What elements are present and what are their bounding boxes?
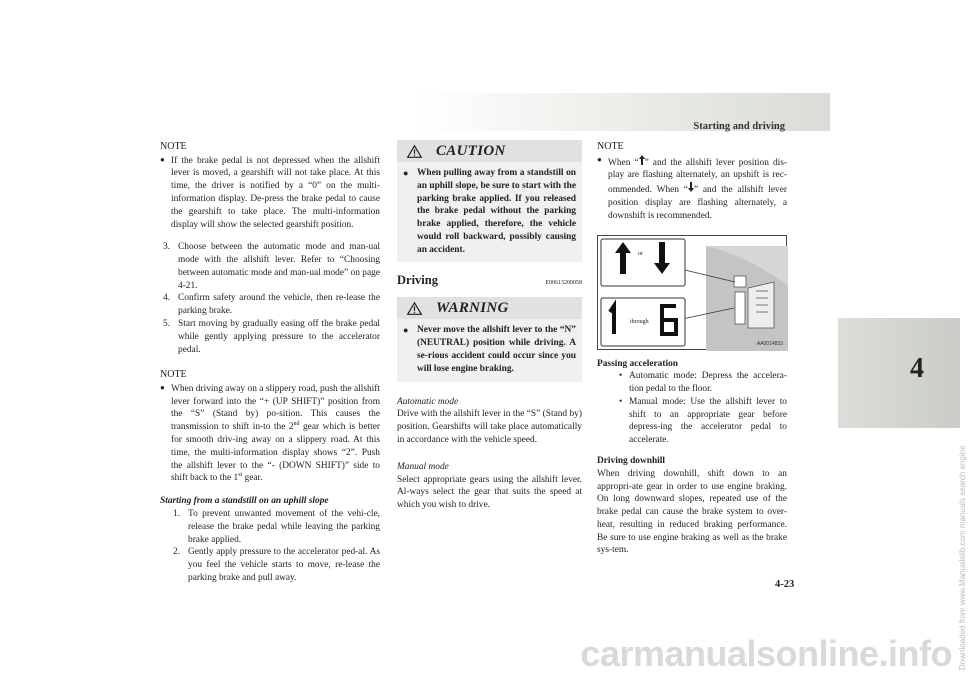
step-number: 3. <box>163 242 171 253</box>
warning-body <box>397 319 582 381</box>
note-text: gear. <box>242 473 263 484</box>
or-label: or <box>638 250 643 257</box>
note-text: When “ <box>608 157 639 168</box>
shift-note <box>597 155 787 223</box>
driving-heading-row <box>397 272 582 289</box>
step-number: 2. <box>173 547 181 558</box>
passing-heading: Passing acceleration <box>597 358 678 369</box>
watermark: carmanualsonline.info <box>580 633 952 675</box>
column-middle <box>397 140 582 512</box>
step-text: Confirm safety around the vehicle, then re-lease the parking brake. <box>178 293 380 317</box>
warning-text: ● Never move the allshift lever to the “N” (NEUTRAL) position while driving. A se-rious accident could occur since you will lose engine braking. <box>403 324 576 375</box>
manual-mode-heading: Manual mode <box>397 461 449 472</box>
note-label-3: NOTE <box>597 141 624 152</box>
superscript: nd <box>293 421 300 428</box>
section-title: Starting and driving <box>693 121 785 132</box>
warning-triangle-icon <box>407 302 422 315</box>
steps-list <box>160 241 380 356</box>
side-watermark: Downloaded from www.Manualslib.com manuals search engine <box>958 445 967 670</box>
caution-text: ● When pulling away from a standstill on an uphill slope, be sure to start with the parking brake applied. If you released the brake pedal without the parking brake applied, therefore, the vehicle would roll backward, possibly causing an accident. <box>403 167 576 256</box>
note-label: NOTE <box>160 141 187 152</box>
automatic-mode-text: Drive with the allshift lever in the “S” (Stand by) position. Gearshifts will take place automatically in accordance with the vehicle speed. <box>397 409 582 445</box>
list-item <box>160 508 380 546</box>
shift-indicator-figure <box>597 235 787 350</box>
uphill-steps <box>160 508 380 585</box>
warning-title: WARNING <box>436 300 509 317</box>
note-label-2: NOTE <box>160 369 187 381</box>
list-item <box>160 292 380 318</box>
superscript: st <box>238 472 243 479</box>
item-text: Manual mode: Use the allshift lever to shift to an appropriate gear before depress-ing the accelerator pedal to accelerate. <box>629 396 787 446</box>
step-number: 1. <box>173 508 181 519</box>
step-text: Choose between the automatic mode and man-ual mode with the allshift lever. Refer to “Choosing between automatic mode and man-ual mode” on page 4-21. <box>178 242 380 291</box>
list-item <box>160 318 380 356</box>
warning-header <box>397 297 582 319</box>
uphill-heading: Starting from a standstill on an uphill slope <box>160 496 329 507</box>
through-label: through <box>630 318 649 325</box>
automatic-mode-heading: Automatic mode <box>397 396 459 407</box>
list-item <box>597 396 787 447</box>
note-text: When driving away on a slippery road, push the allshift lever forward into the “+ (UP SHIFT)” position from the “S” (Stand by) po-sition. This causes the transmission to shift in-to the 2 <box>171 383 380 433</box>
bullet-dot: • <box>619 371 623 382</box>
manual-mode-text: Select appropriate gears using the allshift lever. Al-ways select the gear that suits the speed at which you wish to drive. <box>397 474 582 511</box>
step-text: To prevent unwanted movement of the vehi-cle, release the brake pedal while leaving the parking brake applied. <box>188 508 380 545</box>
note-text: gear which is better for smooth driv-ing away on a slippery road. At this time, the multi-information display shows “2”. Push the allshift lever to the “- (DOWN SHIFT)” side to shift back to the 1 <box>171 422 380 484</box>
list-item <box>160 241 380 292</box>
warning-box <box>397 297 582 381</box>
note-text: ” and the allshift lever position dis-play are flashing alternately, an upshift is rec-ommended. When “ <box>608 157 788 196</box>
bullet-dot: • <box>619 396 623 407</box>
note-text: ” and the allshift lever position display are flashing alternately, a downshift is recommended. <box>608 185 787 221</box>
note-bullet: ● If the brake pedal is not depressed when the allshift lever is moved, a gearshift will not take place. At this time, the driver is notified by a “0” on the multi-information display. De-press the brake pedal to cause the gearshift to take place. The multi-information display will show the selected gearshift position. <box>160 155 380 232</box>
figure-code: AA0014833 <box>756 340 783 347</box>
dashboard-illustration <box>598 236 788 351</box>
step-number: 4. <box>163 293 171 304</box>
caution-box <box>397 140 582 262</box>
item-text: Automatic mode: Depress the accelera-tion pedal to the floor. <box>629 371 787 395</box>
column-right <box>597 140 787 557</box>
downhill-text: When driving downhill, shift down to an appropri-ate gear in order to use engine braking. On long downward slopes, repeated use of the brake pedal can cause the brake system to over-heat, resulting in reduced braking performance. Be sure to use engine braking as well as the brake sys-tem. <box>597 468 787 556</box>
caution-body <box>397 162 582 262</box>
step-text: Start moving by gradually easing off the brake pedal while gently applying pressure to the accelerator pedal. <box>178 318 380 355</box>
list-item <box>597 370 787 396</box>
downhill-heading: Driving downhill <box>597 455 665 466</box>
step-text: Gently apply pressure to the accelerator ped-al. As you feel the vehicle starts to move, re-lease the parking brake and pull away. <box>188 547 380 583</box>
chapter-number: 4 <box>910 353 924 384</box>
step-number: 5. <box>163 318 171 329</box>
chapter-tab <box>838 318 960 428</box>
caution-header <box>397 140 582 162</box>
caution-title: CAUTION <box>436 142 506 159</box>
note-bullet-2 <box>160 383 380 485</box>
warning-triangle-icon <box>407 145 422 158</box>
column-left <box>160 140 380 585</box>
driving-heading: Driving <box>397 273 438 288</box>
page-number: 4-23 <box>775 579 795 590</box>
section-code: E00613200058 <box>545 280 582 287</box>
list-item <box>160 546 380 584</box>
